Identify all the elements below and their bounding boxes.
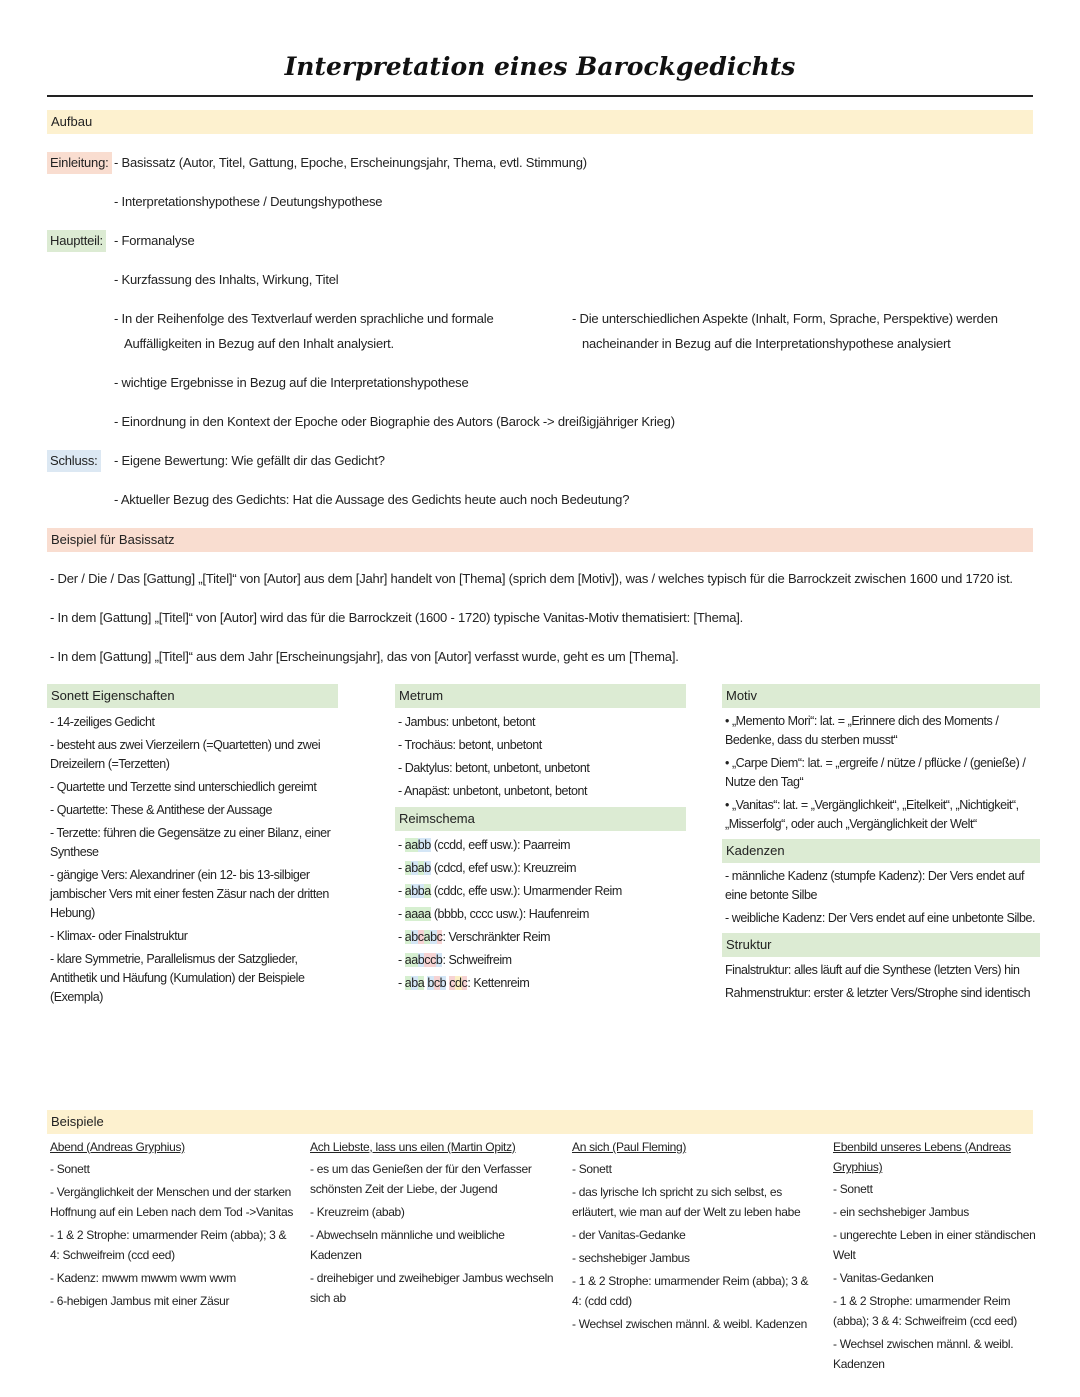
- rhyme-description: (bbbb, cccc usw.): Haufenreim: [430, 907, 589, 921]
- title-divider: [47, 95, 1033, 97]
- metrum-item: - Daktylus: betont, unbetont, unbetont: [398, 761, 590, 775]
- kadenz-item: - männliche Kadenz (stumpfe Kadenz): Der Vers endet auf eine betonte Silbe: [725, 869, 1025, 902]
- example-item: - dreihebiger und zweihebiger Jambus wechseln sich ab: [310, 1271, 554, 1305]
- aufbau-item: Auffälligkeiten in Bezug auf den Inhalt analysiert.: [124, 336, 394, 351]
- sonett-item: - Quartette und Terzette sind unterschiedlich gereimt: [50, 780, 317, 794]
- rhyme-description: : Kettenreim: [467, 976, 530, 990]
- section-header-beispiele: Beispiele: [47, 1110, 1033, 1134]
- sonett-item: - Terzette: führen die Gegensätze zu einer Bilanz, einer Synthese: [50, 826, 331, 859]
- example-item: - Vergänglichkeit der Menschen und der starken Hoffnung auf ein Leben nach dem Tod ->Vanitas: [50, 1185, 294, 1219]
- example-item: - Kreuzreim (abab): [310, 1205, 405, 1219]
- metrum-section: [395, 684, 686, 997]
- struktur-item: Finalstruktur: alles läuft auf die Synthese (letzten Vers) hin: [725, 963, 1020, 977]
- example-item: - Sonett: [572, 1162, 612, 1176]
- sonett-item: - 14-zeiliges Gedicht: [50, 715, 155, 729]
- rhyme-pattern: abab: [404, 861, 431, 875]
- aufbau-item: - Aktueller Bezug des Gedichts: Hat die Aussage des Gedichts heute auch noch Bedeutung?: [114, 492, 630, 507]
- example-title: Ach Liebste, lass uns eilen (Martin Opitz): [310, 1140, 516, 1154]
- rhyme-pattern: aabb: [404, 838, 431, 852]
- rhyme-pattern: abba: [404, 884, 431, 898]
- sonett-item: - Quartette: These & Antithese der Aussage: [50, 803, 272, 817]
- section-header-aufbau: Aufbau: [47, 110, 1033, 134]
- reimschema-item: - aabccb: Schweifreim: [398, 953, 512, 967]
- basissatz-item: - In dem [Gattung] „[Titel]“ von [Autor] wird das für die Barrockzeit (1600 - 1720) typische Vanitas-Motiv thematisiert: [Thema].: [50, 610, 744, 625]
- motiv-section: [722, 684, 1040, 1007]
- aufbau-item: - Formanalyse: [114, 233, 195, 248]
- motiv-item: • „Memento Mori“: lat. = „Erinnere dich des Moments / Bedenke, dass du sterben musst“: [725, 714, 999, 747]
- basissatz-item: - In dem [Gattung] „[Titel]“ aus dem Jahr [Erscheinungsjahr], das von [Autor] verfasst wurde, geht es um [Thema].: [50, 649, 679, 664]
- sonett-item: - klare Symmetrie, Parallelismus der Satzglieder, Antithetik und Häufung (Kumulation) der Beispiele (Exempla): [50, 952, 305, 1004]
- example-item: - 6-hebigen Jambus mit einer Zäsur: [50, 1294, 230, 1308]
- struktur-item: Rahmenstruktur: erster & letzter Vers/Strophe sind identisch: [725, 986, 1031, 1000]
- rhyme-description: : Verschränkter Reim: [442, 930, 551, 944]
- metrum-item: - Trochäus: betont, unbetont: [398, 738, 542, 752]
- section-header-reimschema: Reimschema: [395, 807, 686, 831]
- rhyme-pattern: abcabc: [404, 930, 443, 944]
- example-item: - der Vanitas-Gedanke: [572, 1228, 686, 1242]
- example-item: - Kadenz: mwwm mwwm wwm wwm: [50, 1271, 236, 1285]
- page-title: Interpretation eines Barockgedichts: [284, 52, 796, 81]
- example-column: [572, 1137, 817, 1337]
- rhyme-pattern: aba bcb cdc: [404, 976, 468, 990]
- example-item: - 1 & 2 Strophe: umarmender Reim (abba); 3 & 4: (cdd cdd): [572, 1274, 809, 1308]
- label-hauptteil: Hauptteil:: [47, 230, 106, 252]
- motiv-item: • „Vanitas“: lat. = „Vergänglichkeit“, „Eitelkeit“, „Nichtigkeit“, „Misserfolg“, oder auch „Vergänglichkeit der Welt“: [725, 798, 1019, 831]
- aufbau-item: - In der Reihenfolge des Textverlauf werden sprachliche und formale: [114, 311, 494, 326]
- aufbau-item: - Kurzfassung des Inhalts, Wirkung, Titel: [114, 272, 339, 287]
- example-column: [310, 1137, 555, 1311]
- aufbau-item: nacheinander in Bezug auf die Interpretationshypothese analysiert: [582, 336, 951, 351]
- reimschema-list: [395, 831, 686, 993]
- section-header-motiv: Motiv: [722, 684, 1040, 708]
- rhyme-pattern: aabccb: [404, 953, 443, 967]
- reimschema-item: - aaaa (bbbb, cccc usw.): Haufenreim: [398, 907, 589, 921]
- aufbau-item: - Basissatz (Autor, Titel, Gattung, Epoche, Erscheinungsjahr, Thema, evtl. Stimmung): [114, 155, 587, 170]
- example-item: - das lyrische Ich spricht zu sich selbst, es erläutert, wie man auf der Welt zu leben habe: [572, 1185, 801, 1219]
- metrum-item: - Anapäst: unbetont, unbetont, betont: [398, 784, 588, 798]
- sonett-item: - besteht aus zwei Vierzeilern (=Quartetten) und zwei Dreizeilern (=Terzetten): [50, 738, 321, 771]
- example-item: - ein sechshebiger Jambus: [833, 1205, 969, 1219]
- aufbau-item: - Die unterschiedlichen Aspekte (Inhalt, Form, Sprache, Perspektive) werden: [572, 311, 998, 326]
- example-title: An sich (Paul Fleming): [572, 1140, 687, 1154]
- basissatz-item: - Der / Die / Das [Gattung] „[Titel]“ von [Autor] aus dem [Jahr] handelt von [Thema] (sprich dem [Motiv]), was / welches typisch für die Barrockzeit zwischen 1600 und 1720 ist.: [50, 571, 1013, 586]
- example-item: - Vanitas-Gedanken: [833, 1271, 934, 1285]
- example-column: [50, 1137, 295, 1314]
- section-header-metrum: Metrum: [395, 684, 686, 708]
- label-einleitung: Einleitung:: [47, 152, 112, 174]
- example-item: - Wechsel zwischen männl. & weibl. Kadenzen: [572, 1317, 807, 1331]
- aufbau-item: - Eigene Bewertung: Wie gefällt dir das Gedicht?: [114, 453, 385, 468]
- example-title: Ebenbild unseres Lebens (Andreas Gryphius): [833, 1140, 1011, 1174]
- metrum-item: - Jambus: unbetont, betont: [398, 715, 536, 729]
- label-schluss: Schluss:: [47, 450, 101, 472]
- rhyme-description: (cdcd, efef usw.): Kreuzreim: [430, 861, 577, 875]
- example-column: [833, 1137, 1048, 1377]
- sonett-item: - gängige Vers: Alexandriner (ein 12- bis 13-silbiger jambischer Vers mit einer festen Zäsur nach der dritten Hebung): [50, 868, 329, 920]
- section-header-kadenzen: Kadenzen: [722, 839, 1040, 863]
- example-item: - Sonett: [833, 1182, 873, 1196]
- aufbau-item: - Einordnung in den Kontext der Epoche oder Biographie des Autors (Barock -> dreißigjähriger Krieg): [114, 414, 675, 429]
- reimschema-item: - abab (cdcd, efef usw.): Kreuzreim: [398, 861, 577, 875]
- example-title: Abend (Andreas Gryphius): [50, 1140, 185, 1154]
- example-item: - Wechsel zwischen männl. & weibl. Kadenzen: [833, 1337, 1014, 1371]
- kadenz-item: - weibliche Kadenz: Der Vers endet auf eine unbetonte Silbe.: [725, 911, 1036, 925]
- example-item: - sechshebiger Jambus: [572, 1251, 690, 1265]
- reimschema-item: - abcabc: Verschränkter Reim: [398, 930, 551, 944]
- sonett-item: - Klimax- oder Finalstruktur: [50, 929, 188, 943]
- sonett-section: [47, 684, 347, 1011]
- rhyme-description: (ccdd, eeff usw.): Paarreim: [430, 838, 571, 852]
- section-header-sonett: Sonett Eigenschaften: [47, 684, 338, 708]
- example-item: - ungerechte Leben in einer ständischen Welt: [833, 1228, 1036, 1262]
- rhyme-description: (cddc, effe usw.): Umarmender Reim: [430, 884, 622, 898]
- example-item: - es um das Genießen der für den Verfasser schönsten Zeit der Liebe, der Jugend: [310, 1162, 532, 1196]
- reimschema-item: - aabb (ccdd, eeff usw.): Paarreim: [398, 838, 571, 852]
- rhyme-pattern: aaaa: [404, 907, 431, 921]
- example-item: - 1 & 2 Strophe: umarmender Reim (abba); 3 & 4: Schweifreim (ccd eed): [50, 1228, 287, 1262]
- aufbau-item: - Interpretationshypothese / Deutungshypothese: [114, 194, 383, 209]
- example-item: - Abwechseln männliche und weibliche Kadenzen: [310, 1228, 505, 1262]
- rhyme-description: : Schweifreim: [442, 953, 512, 967]
- example-item: - 1 & 2 Strophe: umarmender Reim (abba); 3 & 4: Schweifreim (ccd eed): [833, 1294, 1017, 1328]
- reimschema-item: - abba (cddc, effe usw.): Umarmender Reim: [398, 884, 622, 898]
- section-header-basissatz: Beispiel für Basissatz: [47, 528, 1033, 552]
- section-header-struktur: Struktur: [722, 933, 1040, 957]
- motiv-item: • „Carpe Diem“: lat. = „ergreife / nütze / pflücke / (genieße) / Nutze den Tag“: [725, 756, 1026, 789]
- aufbau-item: - wichtige Ergebnisse in Bezug auf die Interpretationshypothese: [114, 375, 469, 390]
- reimschema-item: - aba bcb cdc: Kettenreim: [398, 976, 530, 990]
- example-item: - Sonett: [50, 1162, 90, 1176]
